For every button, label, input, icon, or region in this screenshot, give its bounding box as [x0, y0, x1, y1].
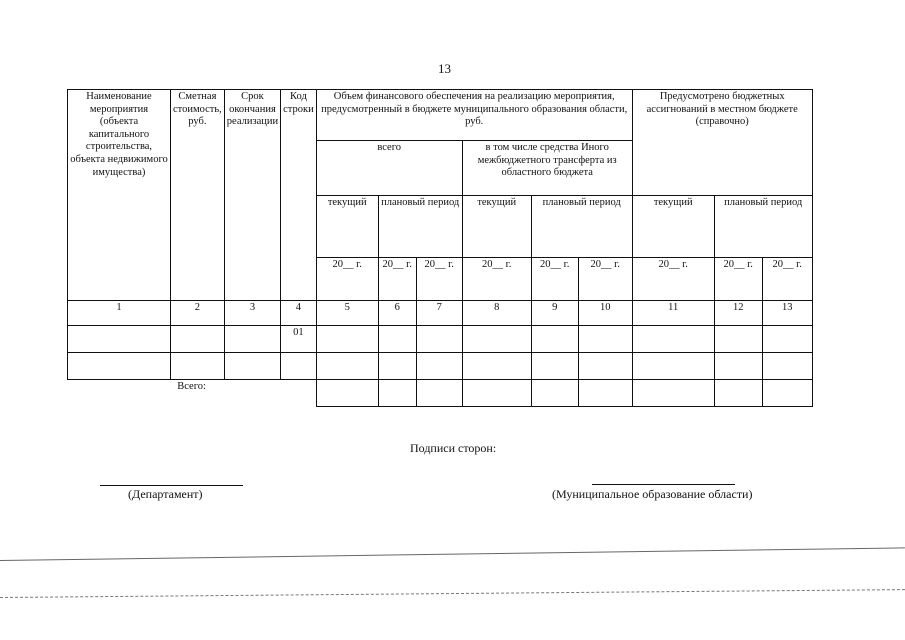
total-cell[interactable] [714, 380, 762, 407]
signatures-title: Подписи сторон: [410, 441, 497, 455]
total-cell[interactable] [762, 380, 812, 407]
header-estimate: Сметная стоимость, руб. [171, 90, 225, 301]
table-cell[interactable] [632, 326, 714, 353]
column-number: 12 [714, 301, 762, 326]
column-number: 2 [171, 301, 225, 326]
table-cell[interactable] [416, 353, 462, 380]
table-cell[interactable] [416, 326, 462, 353]
header-year: 20__ г. [462, 258, 531, 301]
table-cell[interactable] [762, 326, 812, 353]
table-cell[interactable] [378, 326, 416, 353]
table-row [68, 326, 813, 353]
header-planned: плановый период [531, 196, 632, 258]
signature-line-left [100, 485, 243, 486]
column-number: 13 [762, 301, 812, 326]
header-current: текущий [316, 196, 378, 258]
header-year: 20__ г. [531, 258, 578, 301]
header-volume: Объем финансового обеспечения на реализацию мероприятия, предусмотренный в бюджете муниципального образования области, руб. [316, 90, 632, 141]
column-number: 3 [224, 301, 280, 326]
table-cell[interactable] [578, 353, 632, 380]
total-label: Всего: [177, 381, 206, 392]
table-cell[interactable] [224, 326, 280, 353]
header-planned: плановый период [714, 196, 812, 258]
table-cell[interactable] [224, 353, 280, 380]
table-cell[interactable] [531, 353, 578, 380]
header-current: текущий [632, 196, 714, 258]
header-year: 20__ г. [578, 258, 632, 301]
total-cell[interactable] [531, 380, 578, 407]
table-cell[interactable] [378, 353, 416, 380]
table-cell[interactable] [578, 326, 632, 353]
header-year: 20__ г. [632, 258, 714, 301]
scan-artifact-line [0, 547, 905, 561]
table-cell[interactable] [632, 353, 714, 380]
header-year: 20__ г. [316, 258, 378, 301]
column-number: 4 [281, 301, 317, 326]
header-name: Наименование мероприятия (объекта капитального строительства, объекта недвижимого имущества) [68, 90, 171, 301]
column-number: 1 [68, 301, 171, 326]
table-cell[interactable] [68, 326, 171, 353]
table-cell[interactable] [714, 353, 762, 380]
table-cell[interactable] [531, 326, 578, 353]
total-cell[interactable] [316, 380, 378, 407]
column-number: 9 [531, 301, 578, 326]
signature-line-right [592, 484, 735, 485]
header-code: Код строки [281, 90, 317, 301]
total-cell[interactable] [416, 380, 462, 407]
page-number: 13 [438, 61, 451, 76]
column-number: 11 [632, 301, 714, 326]
header-current: текущий [462, 196, 531, 258]
header-planned: плановый период [378, 196, 462, 258]
table-cell[interactable] [171, 353, 225, 380]
header-year: 20__ г. [378, 258, 416, 301]
header-year: 20__ г. [416, 258, 462, 301]
table-cell[interactable] [462, 326, 531, 353]
header-including: в том числе средства Иного межбюджетного трансферта из областного бюджета [462, 141, 632, 196]
table-cell[interactable] [714, 326, 762, 353]
table-cell[interactable] [316, 353, 378, 380]
total-cell[interactable] [462, 380, 531, 407]
table-cell[interactable] [171, 326, 225, 353]
table-cell[interactable] [281, 353, 317, 380]
column-number: 6 [378, 301, 416, 326]
table-row [68, 353, 813, 380]
total-row [68, 380, 813, 407]
table-cell[interactable] [68, 353, 171, 380]
header-deadline: Срок окончания реализации [224, 90, 280, 301]
total-cell[interactable] [632, 380, 714, 407]
table-cell[interactable] [762, 353, 812, 380]
header-provided: Предусмотрено бюджетных ассигнований в местном бюджете (справочно) [632, 90, 812, 196]
row-code: 01 [281, 326, 317, 353]
financing-table [67, 89, 813, 407]
header-year: 20__ г. [714, 258, 762, 301]
column-number: 5 [316, 301, 378, 326]
column-number: 7 [416, 301, 462, 326]
header-year: 20__ г. [762, 258, 812, 301]
table-cell[interactable] [462, 353, 531, 380]
table-cell[interactable] [316, 326, 378, 353]
header-total: всего [316, 141, 462, 196]
signature-caption-right: (Муниципальное образование области) [552, 487, 753, 501]
column-number: 8 [462, 301, 531, 326]
scan-artifact-dashes [0, 589, 905, 598]
column-number: 10 [578, 301, 632, 326]
total-cell[interactable] [378, 380, 416, 407]
total-cell[interactable] [578, 380, 632, 407]
signature-caption-left: (Департамент) [128, 487, 203, 501]
